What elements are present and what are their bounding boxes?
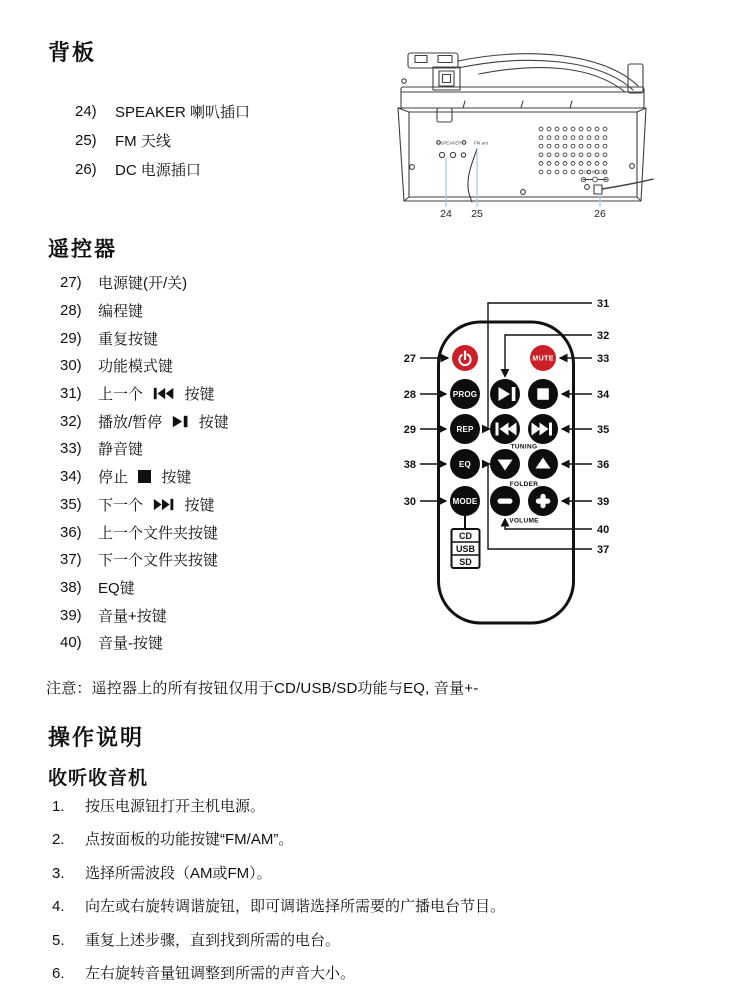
radio-steps-list <box>52 797 505 997</box>
callout-38: 38 <box>403 459 416 471</box>
remote-list-item <box>60 463 229 491</box>
radio-step <box>52 897 505 930</box>
item-number: 24) <box>75 103 97 120</box>
source-sd-label: SD <box>459 557 472 567</box>
vent-holes <box>539 127 607 174</box>
source-box <box>452 529 480 568</box>
back-panel-list-item <box>75 155 250 184</box>
item-label: 重复上述步骤，直到找到所需的电台。 <box>85 931 341 949</box>
svg-text:MODE: MODE <box>452 497 478 506</box>
radio-step <box>52 964 505 997</box>
item-number: 1. <box>52 798 65 815</box>
svg-text:MUTE: MUTE <box>532 353 554 363</box>
item-label: 按压电源钮打开主机电源。 <box>85 798 266 815</box>
item-number: 2. <box>52 831 65 849</box>
radio-step <box>52 864 505 897</box>
callout-33: 33 <box>597 353 610 365</box>
back-panel-list-item <box>75 97 250 126</box>
stop-icon <box>138 470 151 483</box>
item-number: 30) <box>60 357 82 375</box>
item-number: 6. <box>52 964 65 982</box>
item-label: 功能模式键 <box>98 358 174 376</box>
prev-track-icon <box>153 387 174 400</box>
item-label: 下一个 按键 <box>98 496 215 514</box>
callout-32: 32 <box>597 330 610 342</box>
remote-list-item <box>60 352 229 380</box>
dc-in-label: DC IN 12V <box>584 169 606 175</box>
item-label: 音量+按键 <box>98 607 167 625</box>
top-deck <box>401 79 644 122</box>
minus-icon <box>498 499 513 504</box>
back-panel-heading: 背板 <box>48 40 97 65</box>
remote-list-item <box>60 491 229 519</box>
callout-37: 37 <box>597 544 610 556</box>
remote-list-item <box>60 629 229 657</box>
volume-minus-button[interactable] <box>490 486 520 516</box>
callout-lines-blue <box>446 152 600 207</box>
folder-down-button[interactable] <box>490 449 520 479</box>
radio-heading: 收听收音机 <box>48 768 149 789</box>
item-number: 26) <box>75 161 97 178</box>
callout-24: 24 <box>440 208 452 220</box>
item-number: 29) <box>60 329 82 347</box>
callout-36: 36 <box>597 459 610 471</box>
prev-track-button[interactable] <box>490 414 520 444</box>
remote-list-item <box>60 269 229 297</box>
screws <box>410 164 635 195</box>
item-label: 重复按键 <box>98 330 159 348</box>
remote-control-diagram <box>390 290 650 635</box>
svg-text:REP: REP <box>456 425 474 434</box>
next-track-icon <box>153 498 174 511</box>
mode-button[interactable] <box>450 486 480 516</box>
remote-heading: 遥控器 <box>48 238 117 261</box>
item-label: 音量-按键 <box>98 635 163 653</box>
item-label: EQ键 <box>98 579 135 597</box>
remote-list-item <box>60 601 229 629</box>
callout-26: 26 <box>594 208 606 220</box>
fm-antenna-wire <box>468 149 477 202</box>
callout-29: 29 <box>403 424 416 436</box>
volume-plus-button[interactable] <box>528 486 558 516</box>
item-number: 5. <box>52 931 65 949</box>
item-number: 37) <box>60 551 82 569</box>
remote-item-list <box>60 269 229 657</box>
mute-button[interactable] <box>530 345 556 371</box>
power-button[interactable] <box>452 345 478 371</box>
callout-31: 31 <box>597 298 610 310</box>
item-number: 33) <box>60 440 82 458</box>
source-usb-label: USB <box>455 544 476 554</box>
callout-27: 27 <box>403 353 416 365</box>
callout-39: 39 <box>597 496 610 508</box>
stop-button[interactable] <box>528 379 558 409</box>
next-track-button[interactable] <box>528 414 558 444</box>
remote-list-item <box>60 324 229 352</box>
item-label: 左右旋转音量钮调整到所需的声音大小。 <box>85 964 356 982</box>
item-number: 28) <box>60 302 82 320</box>
item-label: FM 天线 <box>115 133 171 150</box>
item-number: 36) <box>60 523 82 541</box>
item-number: 40) <box>60 634 82 652</box>
callout-40: 40 <box>597 524 610 536</box>
callout-25: 25 <box>471 208 483 220</box>
item-label: 上一个文件夹按键 <box>98 524 219 542</box>
item-number: 25) <box>75 132 97 149</box>
fm-antenna-label: FM ant <box>473 140 489 146</box>
item-label: 编程键 <box>98 303 144 321</box>
folder-up-button[interactable] <box>528 449 558 479</box>
item-number: 39) <box>60 606 82 624</box>
back-panel-list-item <box>75 126 250 155</box>
radio-step <box>52 797 505 830</box>
item-number: 4. <box>52 898 65 916</box>
back-panel-diagram <box>395 45 750 225</box>
item-number: 32) <box>60 412 82 430</box>
remote-list-item <box>60 297 229 325</box>
item-label: DC 电源插口 <box>115 162 201 179</box>
remote-list-item <box>60 435 229 463</box>
source-cd-label: CD <box>459 531 472 541</box>
callout-28: 28 <box>403 389 416 401</box>
item-number: 27) <box>60 274 82 292</box>
cabinet-body <box>398 108 646 201</box>
remote-list-item <box>60 546 229 574</box>
tuning-label: TUNING <box>510 443 538 451</box>
item-label: SPEAKER 喇叭插口 <box>115 104 251 121</box>
radio-step <box>52 830 505 863</box>
play-pause-button[interactable] <box>490 379 520 409</box>
callout-34: 34 <box>597 389 610 401</box>
operation-heading: 操作说明 <box>48 725 145 750</box>
item-number: 3. <box>52 864 65 882</box>
item-label: 点按面板的功能按键“FM/AM”。 <box>85 831 294 849</box>
item-label: 上一个 按键 <box>98 386 215 404</box>
item-label: 向左或右旋转调谐旋钮，即可调谐选择所需要的广播电台节目。 <box>85 898 506 916</box>
play-pause-icon <box>172 415 188 428</box>
remote-list-item <box>60 380 229 408</box>
item-label: 播放/暂停 按键 <box>98 413 229 431</box>
remote-list-item <box>60 518 229 546</box>
rep-button[interactable] <box>450 414 480 444</box>
volume-label: VOLUME <box>509 517 539 525</box>
item-number: 35) <box>60 495 82 513</box>
prog-button[interactable] <box>450 379 480 409</box>
svg-text:PROG: PROG <box>452 390 478 399</box>
item-label: 电源键(开/关) <box>98 275 188 293</box>
back-panel-item-list <box>75 97 250 184</box>
item-label: 选择所需波段（AM或FM）。 <box>85 864 272 882</box>
item-label: 静音键 <box>98 441 144 459</box>
folder-label: FOLDER <box>509 481 539 488</box>
svg-text:EQ: EQ <box>459 460 471 469</box>
item-number: 38) <box>60 578 82 596</box>
callout-35: 35 <box>597 424 610 436</box>
item-label: 下一个文件夹按键 <box>98 552 219 570</box>
item-number: 31) <box>60 385 82 403</box>
remote-note: 注意：遥控器上的所有按钮仅用于CD/USB/SD功能与EQ, 音量+- <box>46 680 479 697</box>
remote-list-item <box>60 407 229 435</box>
stop-icon <box>537 388 549 400</box>
radio-step <box>52 931 505 964</box>
callout-30: 30 <box>403 496 416 508</box>
eq-button[interactable] <box>450 449 480 479</box>
item-label: 停止 按键 <box>98 469 192 487</box>
speaker-jack-label: SPEAKER <box>440 140 462 146</box>
item-number: 34) <box>60 468 82 486</box>
remote-list-item <box>60 574 229 602</box>
